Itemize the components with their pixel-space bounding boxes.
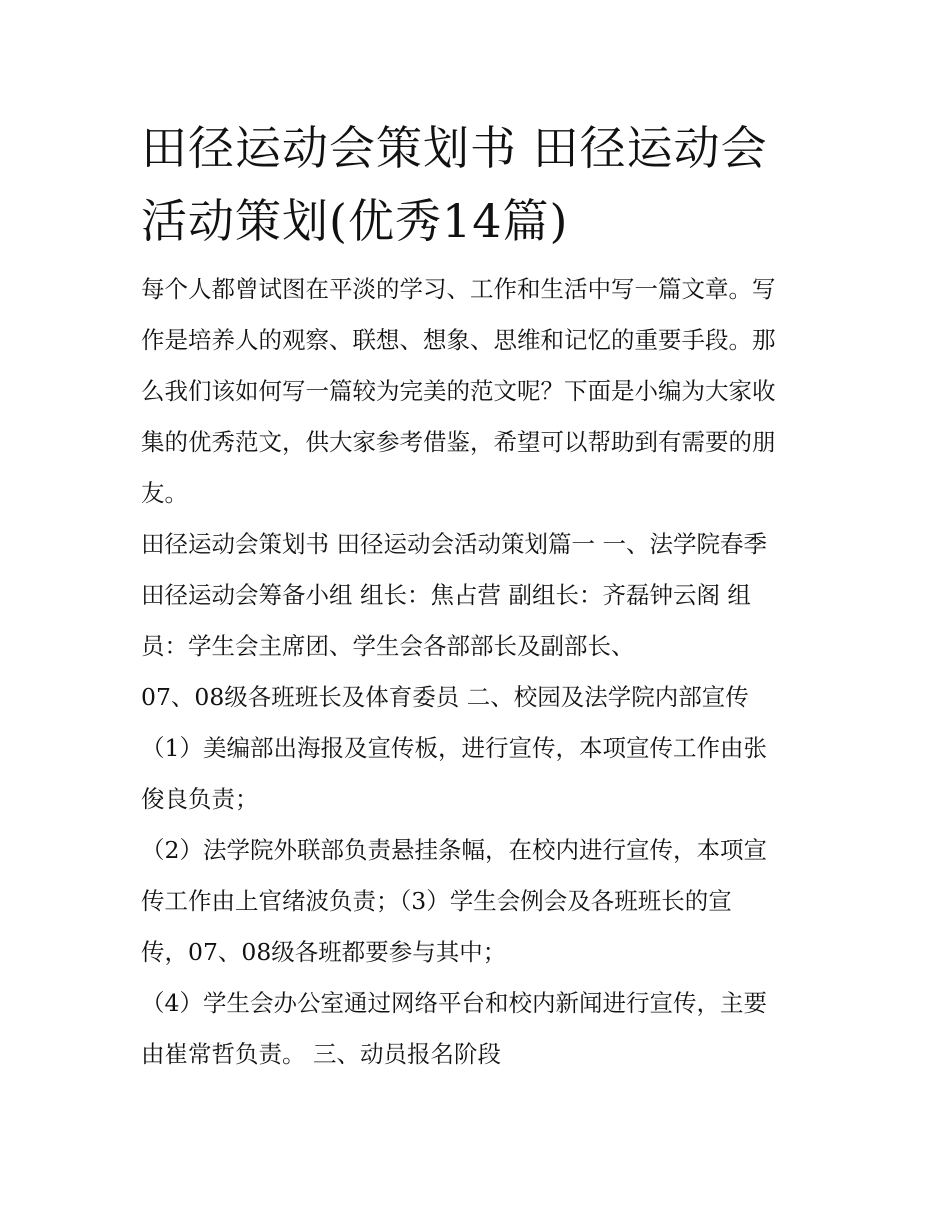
text-line: 每个人都曾试图在平淡的学习、工作和生活中写一篇文章。写	[141, 275, 776, 303]
item-2-paragraph	[141, 825, 821, 978]
title-line-1: 田径运动会策划书 田径运动会	[141, 121, 768, 175]
title-line-2: 活动策划(优秀14篇)	[141, 194, 569, 248]
text-line: 作是培养人的观察、联想、想象、思维和记忆的重要手段。那	[141, 326, 776, 354]
text-line: 友。	[141, 479, 188, 507]
intro-paragraph	[141, 264, 821, 519]
text-line: 田径运动会筹备小组 组长：焦占营 副组长：齐磊钟云阁 组	[141, 581, 751, 609]
text-line: 员：学生会主席团、学生会各部部长及副部长、	[141, 632, 635, 660]
text-line: 俊良负责；	[141, 785, 259, 813]
document-title	[141, 112, 821, 258]
text-line: 传工作由上官绪波负责；（3）学生会例会及各班班长的宣	[141, 887, 732, 915]
text-line: （4）学生会办公室通过网络平台和校内新闻进行宣传，主要	[141, 989, 767, 1017]
text-line: 么我们该如何写一篇较为完美的范文呢？下面是小编为大家收	[141, 377, 776, 405]
item-4-paragraph	[141, 978, 821, 1080]
text-line: 田径运动会策划书 田径运动会活动策划篇一 一、法学院春季	[141, 530, 767, 558]
section-one-paragraph	[141, 519, 821, 672]
text-line: 集的优秀范文，供大家参考借鉴，希望可以帮助到有需要的朋	[141, 428, 776, 456]
text-line: 07、08级各班班长及体育委员 二、校园及法学院内部宣传	[141, 683, 749, 711]
document-page	[141, 112, 821, 1080]
text-line: （1）美编部出海报及宣传板，进行宣传，本项宣传工作由张	[141, 734, 767, 762]
document-body	[141, 264, 821, 1080]
text-line: （2）法学院外联部负责悬挂条幅，在校内进行宣传，本项宣	[141, 836, 767, 864]
text-line: 传，07、08级各班都要参与其中；	[141, 938, 507, 966]
committee-paragraph	[141, 672, 821, 723]
text-line: 由崔常哲负责。 三、动员报名阶段	[141, 1040, 501, 1068]
item-1-paragraph	[141, 723, 821, 825]
